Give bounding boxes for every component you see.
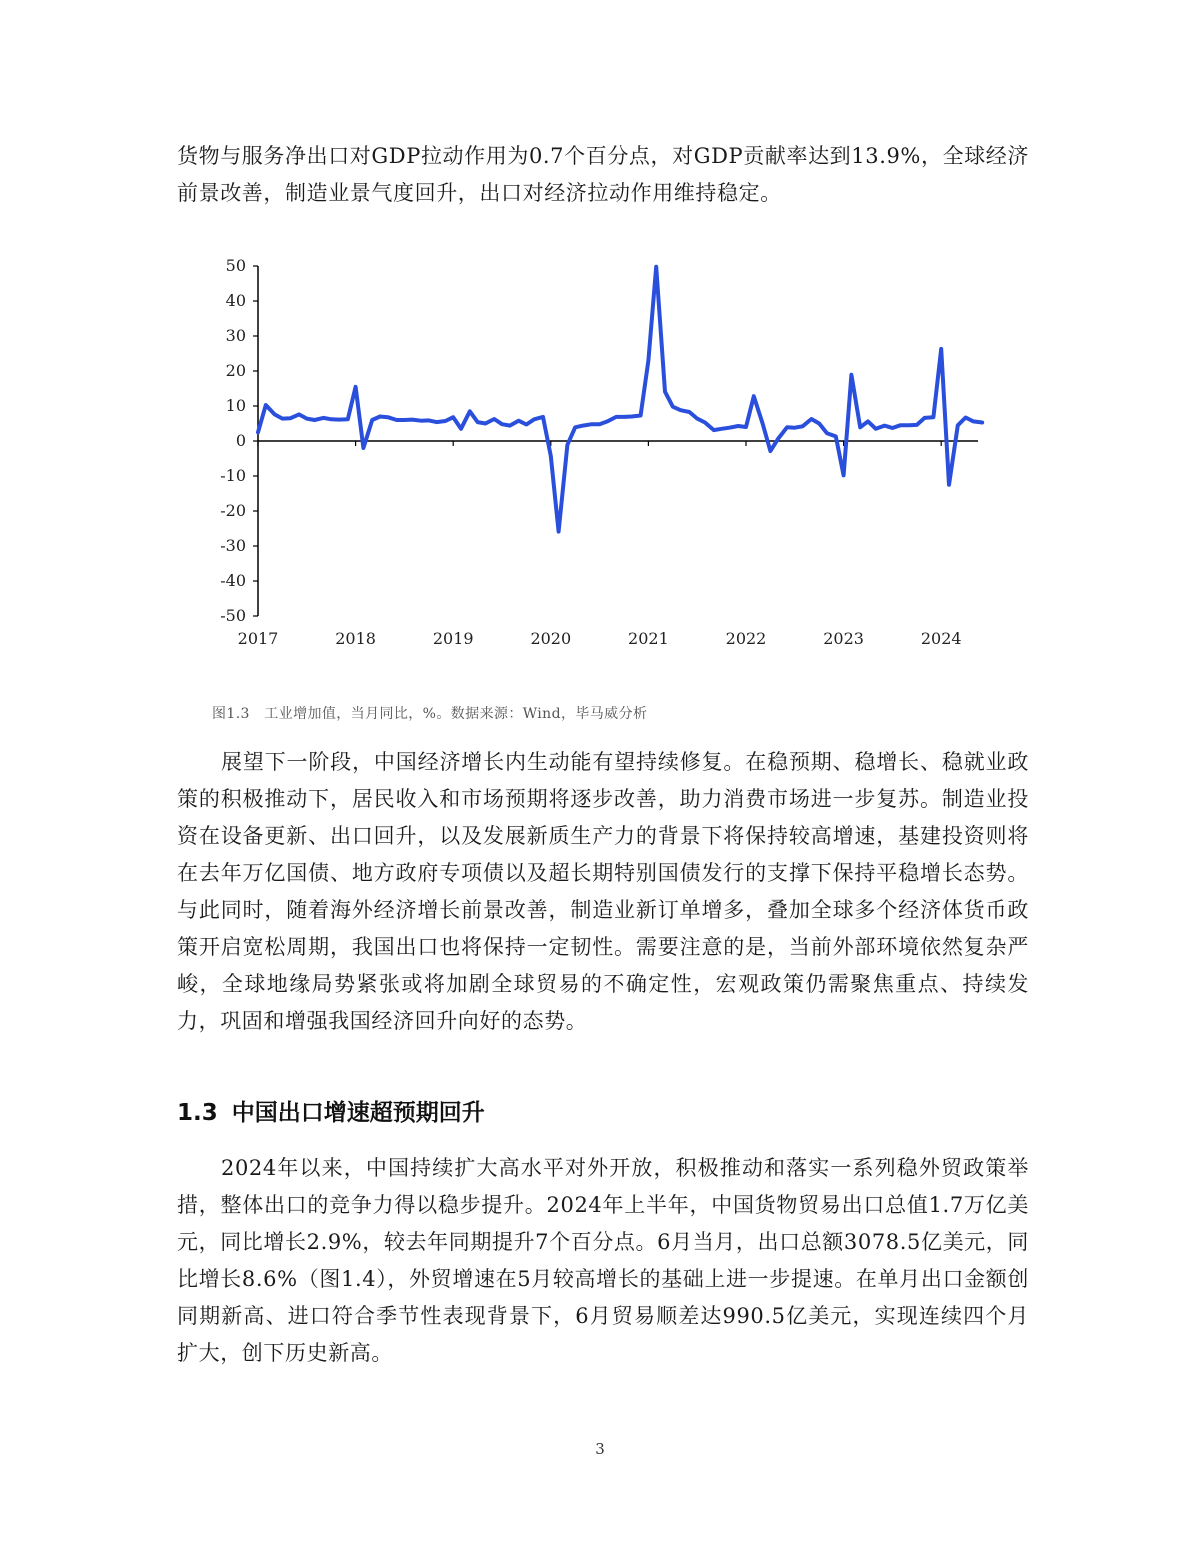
y-tick-label: 40 — [225, 291, 246, 310]
y-tick-label: 20 — [225, 361, 246, 380]
section-number: 1.3 — [177, 1100, 218, 1126]
x-tick-label: 2018 — [335, 629, 376, 648]
y-tick-label: 10 — [225, 396, 246, 415]
x-tick-label: 2017 — [237, 629, 279, 648]
outlook-paragraph: 展望下一阶段，中国经济增长内生动能有望持续修复。在稳预期、稳增长、稳就业政策的积极推动下，居民收入和市场预期将逐步改善，助力消费市场进一步复苏。制造业投资在设备更新、出口回升，以及发展新质生产力的背景下将保持较高增速，基建投资则将在去年万亿国债、地方政府专项债以及超长期特别国债发行的支撑下保持平稳增长态势。与此同时，随着海外经济增长前景改善，制造业新订单增多，叠加全球多个经济体货币政策开启宽松周期，我国出口也将保持一定韧性。需要注意的是，当前外部环境依然复杂严峻，全球地缘局势紧张或将加剧全球贸易的不确定性，宏观政策仍需聚焦重点、持续发力，巩固和增强我国经济回升向好的态势。 — [177, 750, 1029, 1033]
y-tick-label: -40 — [220, 571, 246, 590]
exports-paragraph: 2024年以来，中国持续扩大高水平对外开放，积极推动和落实一系列稳外贸政策举措，整体出口的竞争力得以稳步提升。2024年上半年，中国货物贸易出口总值1.7万亿美元，同比增长2.9%，较去年同期提升7个百分点。6月当月，出口总额3078.5亿美元，同比增长8.6%（图1.4），外贸增速在5月较高增长的基础上进一步提速。在单月出口金额创同期新高、进口符合季节性表现背景下，6月贸易顺差达990.5亿美元，实现连续四个月扩大，创下历史新高。 — [177, 1156, 1029, 1365]
page-number: 3 — [595, 1440, 605, 1458]
y-tick-label: -10 — [220, 466, 246, 485]
series-line — [258, 267, 982, 532]
section-title: 中国出口增速超预期回升 — [231, 1100, 485, 1126]
section-heading — [177, 1094, 499, 1127]
x-tick-label: 2024 — [920, 629, 962, 648]
y-tick-label: 0 — [235, 431, 246, 450]
x-tick-label: 2020 — [530, 629, 572, 648]
x-tick-label: 2019 — [432, 629, 474, 648]
y-tick-label: 50 — [225, 256, 246, 275]
industrial-value-added-chart — [190, 250, 1010, 660]
y-tick-label: 30 — [225, 326, 246, 345]
x-tick-label: 2021 — [628, 629, 669, 648]
x-tick-label: 2023 — [823, 629, 864, 648]
figure-caption: 图1.3 工业增加值，当月同比，%。数据来源：Wind，毕马威分析 — [212, 706, 648, 722]
x-tick-label: 2022 — [725, 629, 767, 648]
y-tick-label: -20 — [220, 501, 246, 520]
y-tick-label: -50 — [220, 606, 246, 625]
intro-paragraph: 货物与服务净出口对GDP拉动作用为0.7个百分点，对GDP贡献率达到13.9%，全球经济前景改善，制造业景气度回升，出口对经济拉动作用维持稳定。 — [177, 144, 1029, 205]
y-tick-label: -30 — [220, 536, 246, 555]
